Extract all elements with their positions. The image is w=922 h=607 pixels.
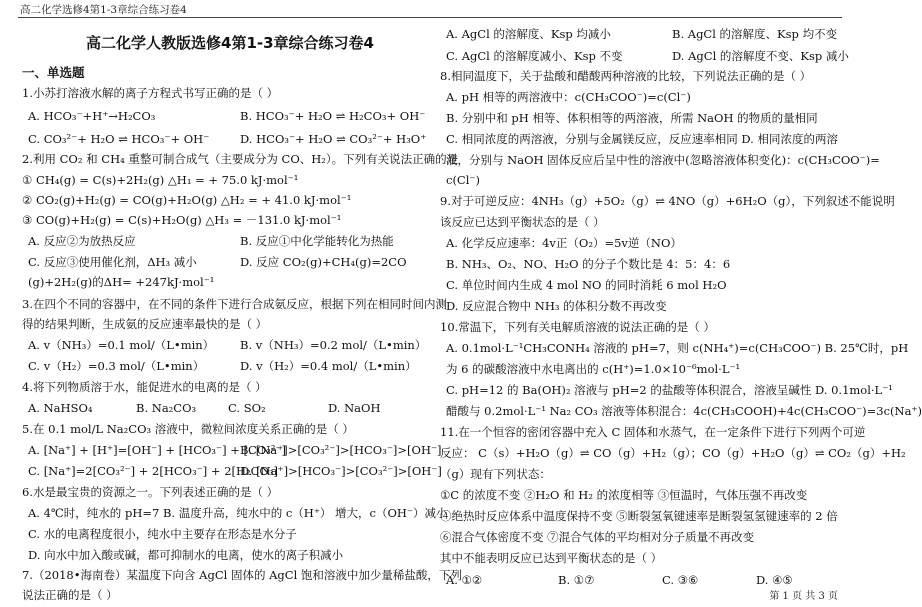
text-line: 反应： C（s）+H₂O（g）⇌ CO（g）+H₂（g）；CO（g）+H₂O（g）⇌ CO₂（g）+H₂ (440, 446, 906, 460)
text-line: 8.相同温度下，关于盐酸和醋酸两种溶液的比较，下列说法正确的是（ ） (440, 69, 812, 83)
text-line: C. 反应③使用催化剂，ΔH₃ 减小 (28, 255, 197, 269)
text-line: C. 单位时间内生成 4 mol NO 的同时消耗 6 mol H₂O (446, 278, 727, 292)
text-line: C. pH=12 的 Ba(OH)₂ 溶液与 pH=2 的盐酸等体积混合，溶液呈碱性 D. 0.1mol·L⁻¹ (446, 383, 893, 397)
text-line: A. AgCl 的溶解度、Ksp 均减小 (446, 27, 611, 41)
text-line: ④绝热时反应体系中温度保持不变 ⑤断裂氢氧键速率是断裂氢氢键速率的 2 倍 (440, 509, 838, 523)
text-line: D. ④⑤ (756, 573, 793, 587)
text-line: B. Na₂CO₃ (136, 401, 197, 415)
text-line: A. 反应②为放热反应 (28, 234, 136, 248)
text-line: 3.在四个不同的容器中，在不同的条件下进行合成氨反应，根据下列在相同时间内测 (22, 297, 447, 311)
text-line: 1.小苏打溶液水解的离子方程式书写正确的是（ ） (22, 86, 279, 100)
text-line: （g）现有下列状态： (440, 467, 551, 481)
text-line: 醋酸与 0.2mol·L⁻¹ Na₂ CO₃ 溶液等体积混合：4c(CH₃COOH)+4c(CH₃COO⁻)=3c(Na⁺) (446, 404, 922, 418)
text-line: 说法正确的是（ ） (22, 588, 118, 602)
text-line: 液，分别与 NaOH 固体反应后呈中性的溶液中(忽略溶液体积变化)：c(CH₃COO⁻)= (446, 153, 880, 167)
text-line: A. 4℃时，纯水的 pH=7 B. 温度升高，纯水中的 c（H⁺） 增大，c（OH⁻）减小 (28, 506, 448, 520)
section-heading: 一、单选题 (22, 65, 85, 80)
text-line: 为 6 的碳酸溶液中水电离出的 c(H⁺)=1.0×10⁻⁶mol·L⁻¹ (446, 362, 741, 376)
document-title: 高二化学人教版选修4第1-3章综合练习卷4 (86, 34, 374, 52)
text-line: D. v（H₂）=0.4 mol/（L•min） (240, 359, 417, 373)
text-line: D. HCO₃⁻+ H₂O ⇌ CO₃²⁻+ H₃O⁺ (240, 132, 427, 146)
text-line: (g)+2H₂(g)的ΔH= +247kJ·mol⁻¹ (28, 275, 215, 289)
text-line: A. 0.1mol·L⁻¹CH₃CONH₄ 溶液的 pH=7，则 c(NH₄⁺)=c(CH₃COO⁻) B. 25℃时，pH (446, 341, 909, 355)
text-line: B. 反应①中化学能转化为热能 (240, 234, 394, 248)
text-line: ①C 的浓度不变 ②H₂O 和 H₂ 的浓度相等 ③恒温时，气体压强不再改变 (440, 488, 808, 502)
text-line: B. HCO₃⁻+ H₂O ⇌ H₂CO₃+ OH⁻ (240, 109, 426, 123)
text-line: 该反应已达到平衡状态的是（ ） (440, 215, 605, 229)
text-line: A. v（NH₃）=0.1 mol/（L•min） (28, 338, 215, 352)
text-line: C. v（H₂）=0.3 mol/（L•min） (28, 359, 205, 373)
text-line: 其中不能表明反应已达到平衡状态的是（ ） (440, 551, 663, 565)
text-line: A. HCO₃⁻+H⁺→H₂CO₃ (28, 109, 156, 123)
text-line: 得的结果判断，生成氨的反应速率最快的是（ ） (22, 317, 268, 331)
text-line: B. [Na⁺]>[CO₃²⁻]>[HCO₃⁻]>[OH⁻] (240, 443, 442, 457)
text-line: ① CH₄(g) = C(s)+2H₂(g) △H₁ = + 75.0 kJ·mol⁻¹ (22, 173, 299, 187)
text-line: A. pH 相等的两溶液中：c(CH₃COO⁻)=c(Cl⁻) (446, 90, 691, 104)
text-line: ⑥混合气体密度不变 ⑦混合气体的平均相对分子质量不再改变 (440, 530, 755, 544)
text-line: D. 反应 CO₂(g)+CH₄(g)=2CO (240, 255, 407, 269)
text-line: 6.水是最宝贵的资源之一。下列表述正确的是（ ） (22, 485, 279, 499)
text-line: 7.（2018•海南卷）某温度下向含 AgCl 固体的 AgCl 饱和溶液中加少量稀盐酸，下列 (22, 568, 462, 582)
text-line: ③ CO(g)+H₂(g) = C(s)+H₂O(g) △H₃ = －131.0 kJ·mol⁻¹ (22, 213, 342, 227)
text-line: A. ①② (446, 573, 483, 587)
text-line: C. 相同浓度的两溶液，分别与金属镁反应，反应速率相同 D. 相同浓度的两溶 (446, 132, 838, 146)
text-line: c(Cl⁻) (446, 173, 480, 187)
text-line: B. v（NH₃）=0.2 mol/（L•min） (240, 338, 427, 352)
text-line: 2.利用 CO₂ 和 CH₄ 重整可制合成气（主要成分为 CO、H₂）。下列有关说法正确的是 (22, 152, 459, 166)
text-line: B. 分别中和 pH 相等、体积相等的两溶液，所需 NaOH 的物质的量相同 (446, 111, 818, 125)
page-number: 第 1 页 共 3 页 (769, 591, 838, 602)
text-line: D. 反应混合物中 NH₃ 的体积分数不再改变 (446, 299, 667, 313)
text-line: A. [Na⁺] + [H⁺]=[OH⁻] + [HCO₃⁻] + [CO₃²⁻] (28, 443, 287, 457)
text-line: C. AgCl 的溶解度减小、Ksp 不变 (446, 49, 623, 63)
header-rule (18, 17, 842, 18)
text-line: D. 向水中加入酸或碱，都可抑制水的电离，使水的离子积减小 (28, 548, 344, 562)
text-line: A. NaHSO₄ (28, 401, 93, 415)
text-line: B. NH₃、O₂、NO、H₂O 的分子个数比是 4：5：4：6 (446, 257, 731, 271)
text-line: D. [Na⁺]>[HCO₃⁻]>[CO₃²⁻]>[OH⁻] (240, 464, 442, 478)
text-line: D. NaOH (328, 401, 381, 415)
text-line: C. SO₂ (228, 401, 266, 415)
text-line: 10.常温下，下列有关电解质溶液的说法正确的是（ ） (440, 320, 715, 334)
running-header: 高二化学选修4第1-3章综合练习卷4 (20, 4, 187, 16)
text-line: B. AgCl 的溶解度、Ksp 均不变 (672, 27, 838, 41)
text-line: D. AgCl 的溶解度不变、Ksp 减小 (672, 49, 849, 63)
text-line: C. 水的电离程度很小，纯水中主要存在形态是水分子 (28, 527, 297, 541)
text-line: A. 化学反应速率：4v正（O₂）=5v逆（NO） (446, 236, 682, 250)
text-line: B. ①⑦ (558, 573, 595, 587)
text-line: 9.对于可逆反应：4NH₃（g）+5O₂（g）⇌ 4NO（g）+6H₂O（g），下列叙述不能说明 (440, 194, 895, 208)
text-line: 11.在一个恒容的密闭容器中充入 C 固体和水蒸气，在一定条件下进行下列两个可逆 (440, 425, 866, 439)
text-line: C. ③⑥ (662, 573, 699, 587)
text-line: C. CO₃²⁻+ H₂O ⇌ HCO₃⁻+ OH⁻ (28, 132, 210, 146)
text-line: 5.在 0.1 mol/L Na₂CO₃ 溶液中，微粒间浓度关系正确的是（ ） (22, 422, 354, 436)
text-line: ② CO₂(g)+H₂(g) = CO(g)+H₂O(g) △H₂ = + 41.0 kJ·mol⁻¹ (22, 193, 352, 207)
text-line: C. [Na⁺]=2[CO₃²⁻] + 2[HCO₃⁻] + 2[H₂CO₃] (28, 464, 278, 478)
text-line: 4.将下列物质溶于水，能促进水的电离的是（ ） (22, 380, 267, 394)
